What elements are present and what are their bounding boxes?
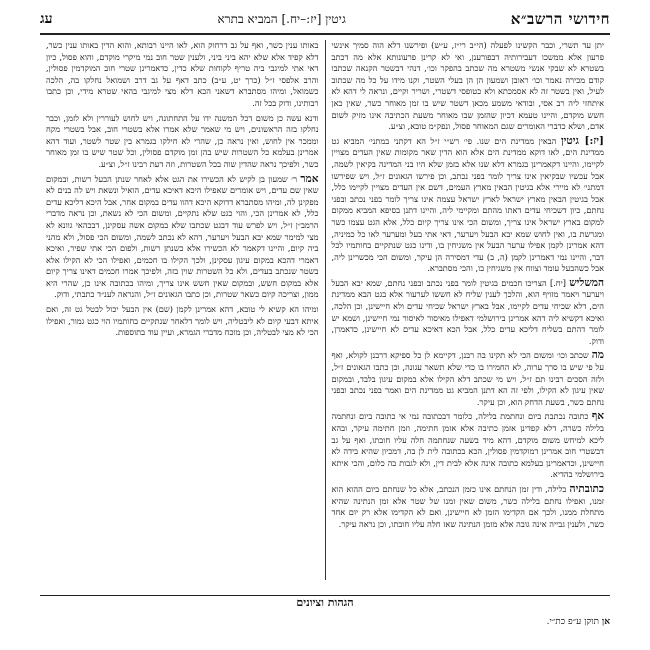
paragraph: מה שכתב וכו׳ ומשום הכי לא תקינו בה רבנן, דקיימא לן כל ספיקא דרבנן לקולא, ואף על פי שיש בו סרך ערוה, לא החמירו בו כדי שלא תשאר עגונה, וכן כתבו הגאונים ז״ל, ולזה הסכים רבינו תם ז״ל, ויש מי שכתב דלא הקילו אלא במקום עיגון בלבד, ובמקום שאין עיגון לא הקילו, ולפי זה הא דתנן המביא גט ממדינת הים ואמר בפני נכתב ובפני נחתם כשר, בשעת הדחק הוא, וכן עיקר. — [331, 349, 604, 407]
paragraph: יתן עד תשרי, וכבר הקשינו לפעלה (הי״ב רי״ז, ע״ש) ופירשנו דלא הוה סמיך אינשי פרעון אלא ממשכו דעבירותיה דבפורענן, ואי לא קרינן פרעונותא אלא מה דכתב בשטרא לא שבקי אנשי משטרא מה שכתב בהפקר וכו׳, דנהי דבשטר הקנאה שכתבו קודם מכירה נאמר וכו׳ ראובן ושמעון הן הן בעלי השטר, וקנו מידו על כל מה שכתוב לעיל, ואין בשטר זה לא אסמכתא ולא כטופסי דשטרי, ושריר וקיים, ונראה לי דהא לא איתחזי ליה רב אסי, ובודאי משמע מכאן דשטר שיש בו זמן מאוחר כשר, שאין כאן חשש מוקדם, והיינו טעמא דכיון שהזמן שבו מאוחר משעת הכתיבה אינו מזיק לשום אדם, ושלא כדברי האומרים שגם המאוחר פסול, ונפק״מ טובא, וצ״ע. — [331, 40, 604, 132]
paragraph: [יז:] גיטין הבאין ממדינת הים שנו. פי׳ רש״י ז״ל הא דקתני במתני׳ המביא גט ממדינת הים, לאו דוקא ממדינת הים אלא הוא הדין שאר מקומות שאין העדים מצויין לקיימו, והיינו דקאמרינן בגמרא דלא שנו אלא בזמן שלא היו בני המדינה בקיאין לשמה, אבל עכשיו שבקיאין אינו צריך לומר בפני נכתב, וכן פירשו הגאונים ז״ל, ויש שפירשו דמתני׳ לא מיירי אלא בגיטין הבאין מארץ העמים, דשם אין העדים מצויין לקיימו כלל, אבל בגיטין הבאין מארץ ישראל לארץ ישראל עצמה אינו צריך לומר בפני נכתב ובפני נחתם, כיון דשכיחי עדים דאתו מהתם ומקיימי ליה, והיינו דתנן בסיפא המביא ממקום למקום בארץ ישראל אינו צריך, ומשום הכי אינו צריך קיום כלל, אלא הגט עצמו כשר ומגרשת בו, ואין לחוש שמא יבא הבעל ויערער, דאי אתי בעל ומערער לאו כל כמיניה, דהא אמרינן לקמן אפילו ערער הבעל אין משגיחין בו, ודינו כגט שנתקיים בחותמיו לכל דבר, והיינו נמי דאמרינן לקמן (ה, ב) עדי דמסירה הן עיקר, ומשום הכי מכשרינן ליה, אבל כשהבעל עומד וצווח אין משגיחין בו, והכי מסתברא. — [331, 134, 604, 274]
page-number: עג — [40, 10, 53, 27]
footnote-heading: הגהות וציונים — [296, 596, 354, 609]
footnote — [40, 616, 610, 628]
running-head: גיטין [יז:–יח.] המביא בתרא — [217, 11, 346, 26]
page-title: חידושי הרשב״א — [510, 9, 610, 28]
footnote-text: תוקן ע״פ כת״י. — [546, 617, 600, 627]
paragraph: אף כתובה נכתבת ביום ונחתמת בלילה, כלומר דבכתובה נמי אי כתובה ביום ונחתמה בלילה כשרה, דלא קפדינן אזמן כתיבה אלא אזמן חתימה, וזמן חתימה עיקר, ובהא ליכא למיחש משום מוקדם, דהא מיד בשעה שנחתמה חלה עליו חובתו, ואף על גב דבשטרי חוב אמרינן דמוקדמין פסולין, הכא בכתובה לית לן בה, דמכיון שהיא בידה לא חיישינן, וכדאמרינן בעלמא כתובה אינה אלא לבית דין, ולא לגבות בה כלום, והכי איתא בירושלמי בהדיא. — [331, 410, 604, 480]
paragraph: ודנא עשה כן משום דכל המשנה ידו על התחתונה, ויש לחוש לעוררין ולא לזמן, וכבר נחלקו בזה הראשונים, ויש מי שאמר שלא אמרו אלא בשטרי חוב, אבל בשטרי מקח וממכר אין לחוש, ואין נראה כן, שהרי לא חילקו בגמרא בין שטר לשטר, ועוד דהא אמרינן בעלמא כל השטרות שיש בהן זמן מוקדם פסולין, וכל שטר שיש בו זמן מאוחר כשר, ולפיכך נראה שהדין שוה בכל השטרות, וזה דעת רבינו ז״ל, וצ״ע. — [46, 112, 319, 169]
paragraph: המשליש [יח.] הצריכו חכמים בגיטין לומר בפני נכתב ובפני נחתם, שמא יבא הבעל ויערער ויאמר מזויף הוא, והלכך לענין שליח לא חששו לערעור אלא בגט הבא ממדינת הים, דלא שכיחי עדים לקיימו, אבל בארץ ישראל שכיחי עדים ולא חיישינן, וכן הלכה, ואיכא דקשיא ליה דהא אמרינן בירושלמי דאפילו מאיסור לאיסור נמי חיישינן, ושמא יש לומר דהתם בשליח דליכא עדים כלל, אבל הכא דאיכא עדים לא חיישינן, כדאמרן, ודוק. — [331, 276, 605, 346]
header-rule — [40, 33, 610, 35]
paragraph: באותו ענין כשר, ואף על גב דרחוק הוא, לאו היינו רבותא, והוא הדין באותו ענין כשר, דלא קפיד אלא שלא יהא ביני ביני, ולענין שטר חוב נמי מיקרי מוקדם, והוא פסול, כיון דאי אתי למיגבי ביה טריף לקוחות שלא כדין, כדאמרינן שטרי חוב המוקדמין פסולין, והרב אלפסי ז״ל (כרך יט, ע״ב) כתב דאף על גב דרב ושמואל נחלקו בה, הלכה כשמואל, ומיהו מסתברא דשאני הכא דלא מצי למיגבי בהאי שטרא מידי, וכן כתבו רבותינו, ודוק בכל זה. — [46, 40, 319, 108]
text-columns — [40, 40, 610, 580]
page-header — [40, 6, 610, 32]
paragraph: ומיהו הא קשיא לי טובא, דהא אמרינן לקמן (שם) אין הבעל יכול לבטל גט זה, ואם איתא דבעי קיום לא ליבטליה, ויש לומר דלאחר שנתקיים בחותמיו הוי כגט גמור, ואפילו הכי לא מצי לבטליה, וכן מוכח מדברי הגמרא, ועיין עוד בתוספות. — [46, 304, 319, 338]
paragraph: כתובתיה בלילה, ודין זמן הנחתם אינו כזמן הנכתב, אלא כל שנחתם ביום ההוא הוא זמנו, ואפילו נחתם בלילה כשר, משום שאין זמנו של שטר אלא זמן הנתינה שהיא מתחלת ממנו, ולכך אם הקדימו הזמן לא חיישינן, ואם לא הקדימו אלא רק יום אחד כשר, ולענין גבייה אינה גובה אלא מזמן הנתינה שאז חלה עליו חובתו, וכן נראה עיקר. — [331, 482, 605, 529]
left-column — [40, 40, 325, 580]
right-column — [326, 40, 611, 580]
paragraph: אמר ר׳ שמעון בן לקיש לא הכשירו את הגט אלא לאחר שנתן הבעל רשות, ובמקום שאין שם עדים, ויש אומרים שאפילו היכא דאיכא עדים, הואיל ונשאת ויש לה בנים לא מפקינן לה, ומיהו מסתברא דדוקא היכא דהוו עדים במקום אחר, אבל היכא דליכא עדים כלל, לא אמרינן הכי, והוי כגט שלא נתקיים, ומשום הכי לא נשאת, וכן נראה מדברי הרמב״ן ז״ל, ויש לפרש עוד דבגט שכתבו שלא במקום אשה עסקינן, דבכהאי גוונא לא מצי למימר שמא יבא הבעל ויערער, דהא לא נכתב לשמה, ומשום הכי פסול, ולא מהני ביה קיום, והיינו דקאמר לא הכשירו אלא כשנתן רשות, ולפום הכי אתי שפיר, ואיכא דאמרי דהכא במקום עיגון עסקינן, ולכך הקילו בו חכמים, ואפילו הכי לא הקילו אלא בשטר שנכתב בעדים, ולא כל השטרות שוין בזה, ולפיכך אמרו חכמים דאינו צריך קיום אלא במקום חשש, ובמקום שאין חשש אינו צריך, ומיהו בכתובה אינו כן, שהרי היא ממון, וצריכה קיום כשאר שטרות, וכן כתבו הגאונים ז״ל, והנראה לענ״ד כתבתי, ודוק. — [46, 172, 319, 300]
column-divider — [325, 40, 326, 580]
footnote-marker: אן — [601, 617, 610, 627]
